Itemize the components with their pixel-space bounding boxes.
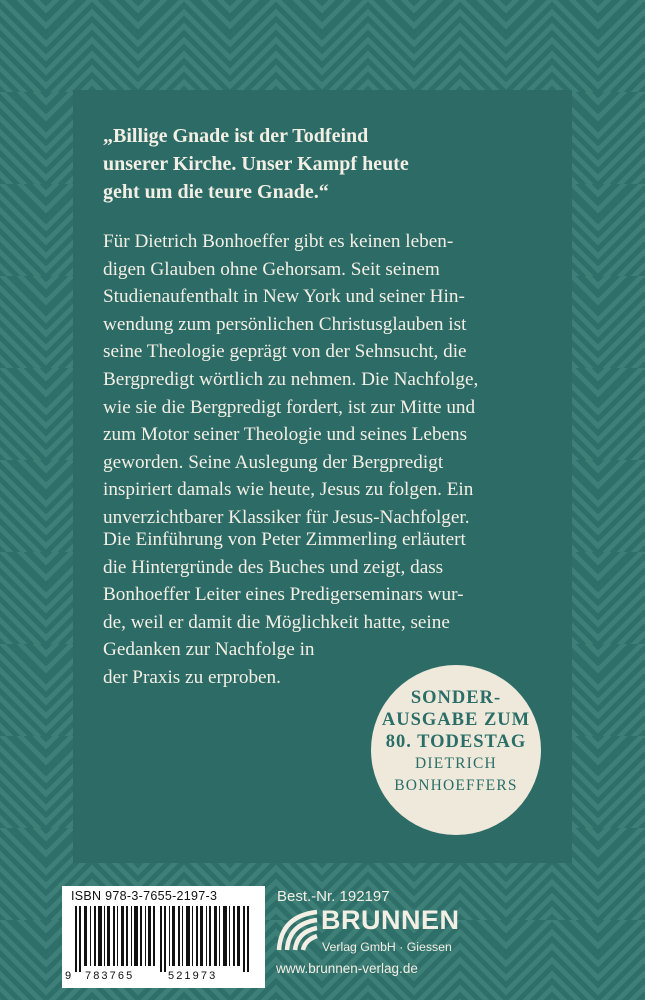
text-line: Bergpredigt wörtlich zu nehmen. Die Nachfolge, <box>103 368 479 390</box>
isbn-label: ISBN 978-3-7655-2197-3 <box>71 889 218 903</box>
badge-line: BONHOEFFERS <box>394 777 518 794</box>
text-line: die Hintergründe des Buches und zeigt, dass <box>103 556 444 578</box>
text-line: Gedanken zur Nachfolge in <box>103 639 315 661</box>
text-line: Die Einführung von Peter Zimmerling erläutert <box>103 529 466 550</box>
barcode-digits-left: 783765 <box>85 970 135 982</box>
quote-line: unserer Kirche. Unser Kampf heute <box>103 153 409 175</box>
publisher-name: Verlag GmbH · Giessen <box>322 940 452 954</box>
text-line: seine Theologie geprägt von der Sehnsucht, die <box>103 341 467 363</box>
brunnen-arc-logo-icon <box>275 906 319 952</box>
text-line: wie sie die Bergpredigt fordert, ist zur Mitte und <box>103 396 476 418</box>
text-line: digen Glauben ohne Gehorsam. Seit seinem <box>103 258 440 280</box>
text-line: der Praxis zu erproben. <box>103 666 281 688</box>
badge-line: AUSGABE ZUM <box>381 710 531 730</box>
isbn-barcode <box>62 886 265 988</box>
text-line: zum Motor seiner Theologie und seines Lebens <box>103 424 468 446</box>
badge-line: 80. TODESTAG <box>385 732 527 752</box>
badge-line: DIETRICH <box>415 755 497 772</box>
text-line: inspiriert damals wie heute, Jesus zu folgen. Ein <box>103 479 474 501</box>
barcode-bars <box>73 906 259 972</box>
publisher-brand: BRUNNEN <box>321 905 460 935</box>
text-line: Für Dietrich Bonhoeffer gibt es keinen leben- <box>103 231 454 252</box>
publisher-url[interactable]: www.brunnen-verlag.de <box>276 961 418 976</box>
text-line: wendung zum persönlichen Christusglauben ist <box>103 313 467 335</box>
back-cover-text <box>103 122 543 688</box>
barcode-digits-right: 521973 <box>168 970 218 982</box>
text-line: Bonhoeffer Leiter eines Predigerseminars wur- <box>103 584 464 606</box>
quote-line: „Billige Gnade ist der Todfeind <box>103 125 369 147</box>
text-line: unverzichtbarer Klassiker für Jesus-Nachfolger. <box>103 506 470 528</box>
badge-line: SONDER- <box>410 688 502 708</box>
special-edition-badge <box>371 665 541 835</box>
quote-line: geht um die teure Gnade.“ <box>103 181 329 203</box>
description-paragraph <box>103 228 478 532</box>
introduction-paragraph <box>103 526 466 692</box>
text-line: geworden. Seine Auslegung der Bergpredigt <box>103 451 444 473</box>
barcode-digit-first: 9 <box>65 970 74 982</box>
text-line: de, weil er damit die Möglichkeit hatte, seine <box>103 611 450 633</box>
order-number: Best.-Nr. 192197 <box>277 888 390 905</box>
text-line: Studienaufenthalt in New York und seiner Hin- <box>103 286 465 308</box>
bonhoeffer-quote <box>103 122 543 206</box>
